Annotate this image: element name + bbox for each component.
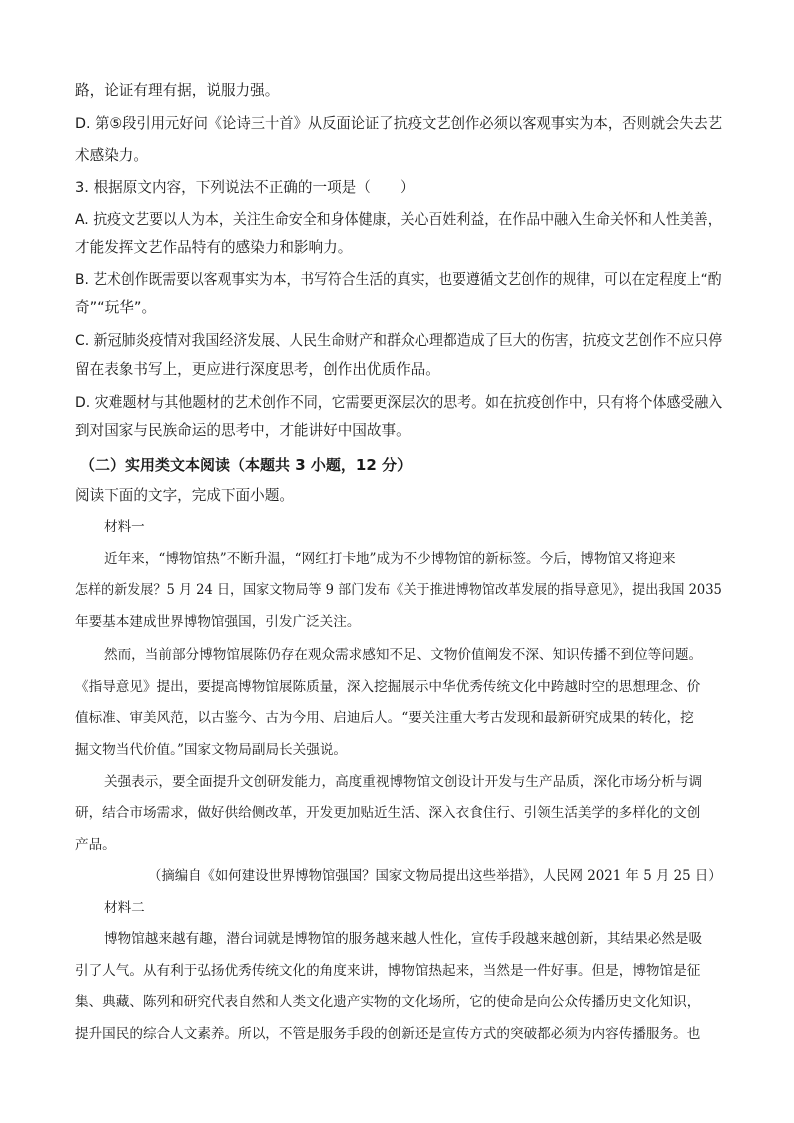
question-2-option-d-line-2: 术感染力。: [75, 147, 148, 164]
section-2-instruction: 阅读下面的文字，完成下面小题。: [75, 487, 294, 504]
question-3-option-c-line-2: 留在表象书写上，更应进行深度思考，创作出优质作品。: [75, 361, 440, 378]
material-1-paragraph-2-line-4: 掘文物当代价值。”国家文物局副局长关强说。: [75, 742, 348, 758]
question-3-option-b-line-2: 奇”“玩华”。: [75, 299, 157, 316]
material-1-label: 材料一: [104, 519, 145, 535]
material-1-source: （摘编自《如何建设世界博物馆强国？国家文物局提出这些举措》，人民网 2021 年 5 月 25 日）: [148, 868, 722, 884]
question-2-option-d-line-1: D. 第⑤段引用元好问《论诗三十首》从反面论证了抗疫文艺创作必须以客观事实为本，否则就会失去艺: [75, 115, 723, 132]
material-2-paragraph-1-line-4: 提升国民的综合人文素养。所以，不管是服务手段的创新还是宣传方式的突破都必须为内容传播服务。也: [75, 1026, 701, 1042]
material-1-paragraph-3-line-1: 关强表示，要全面提升文创研发能力，高度重视博物馆文创设计开发与生产品质，深化市场分析与调: [104, 774, 703, 790]
material-1-paragraph-3-line-3: 产品。: [75, 837, 116, 853]
question-3-option-d-line-2: 到对国家与民族命运的思考中，才能讲好中国故事。: [75, 422, 411, 439]
material-1-paragraph-1-line-2: 怎样的新发展？5 月 24 日，国家文物局等 9 部门发布《关于推进博物馆改革发展的指导意见》，提出我国 2035: [75, 582, 722, 598]
material-1-paragraph-3-line-2: 研，结合市场需求，做好供给侧改革，开发更加贴近生活、深入衣食住行、引领生活美学的多样化的文创: [75, 805, 701, 821]
material-1-paragraph-1-line-3: 年要基本建成世界博物馆强国，引发广泛关注。: [75, 614, 361, 630]
material-2-paragraph-1-line-1: 博物馆越来越有趣，潜台词就是博物馆的服务越来越人性化，宣传手段越来越创新，其结果必然是吸: [104, 931, 703, 947]
material-2-paragraph-1-line-2: 引了人气。从有利于弘扬优秀传统文化的角度来讲，博物馆热起来，当然是一件好事。但是，博物馆是征: [75, 963, 701, 979]
material-1-paragraph-1-line-1: 近年来，“博物馆热”不断升温，“网红打卡地”成为不少博物馆的新标签。今后，博物馆又将迎来: [104, 551, 676, 567]
question-3-option-c-line-1: C. 新冠肺炎疫情对我国经济发展、人民生命财产和群众心理都造成了巨大的伤害，抗疫文艺创作不应只停: [75, 332, 723, 349]
material-2-paragraph-1-line-3: 集、典藏、陈列和研究代表自然和人类文化遗产实物的文化场所，它的使命是向公众传播历史文化知识，: [75, 994, 701, 1010]
question-3-option-a-line-2: 才能发挥文艺作品特有的感染力和影响力。: [75, 239, 353, 256]
section-2-heading: （二）实用类文本阅读（本题共 3 小题，12 分）: [80, 456, 412, 474]
question-3-option-d-line-1: D. 灾难题材与其他题材的艺术创作不同，它需要更深层次的思考。如在抗疫创作中，只有将个体感受融入: [75, 394, 723, 411]
material-1-paragraph-2-line-2: 《指导意见》提出，要提高博物馆展陈质量，深入挖掘展示中华优秀传统文化中跨越时空的思想理念、价: [75, 679, 701, 695]
question-3-stem: 3. 根据原文内容，下列说法不正确的一项是（ ）: [75, 179, 415, 196]
question-2-option-c-tail: 路，论证有理有据，说服力强。: [75, 82, 280, 99]
material-2-label: 材料二: [104, 900, 145, 916]
question-3-option-b-line-1: B. 艺术创作既需要以客观事实为本，书写符合生活的真实，也要遵循文艺创作的规律，可以在定程度上“酌: [75, 271, 722, 288]
question-3-option-a-line-1: A. 抗疫文艺要以人为本，关注生命安全和身体健康，关心百姓利益，在作品中融入生命关怀和人性美善，: [75, 211, 722, 228]
material-1-paragraph-2-line-3: 值标准、审美风范，以古鉴今、古为今用、启迪后人。“要关注重大考古发现和最新研究成果的转化，挖: [75, 710, 694, 726]
material-1-paragraph-2-line-1: 然而，当前部分博物馆展陈仍存在观众需求感知不足、文物价值阐发不深、知识传播不到位等问题。: [104, 647, 703, 663]
